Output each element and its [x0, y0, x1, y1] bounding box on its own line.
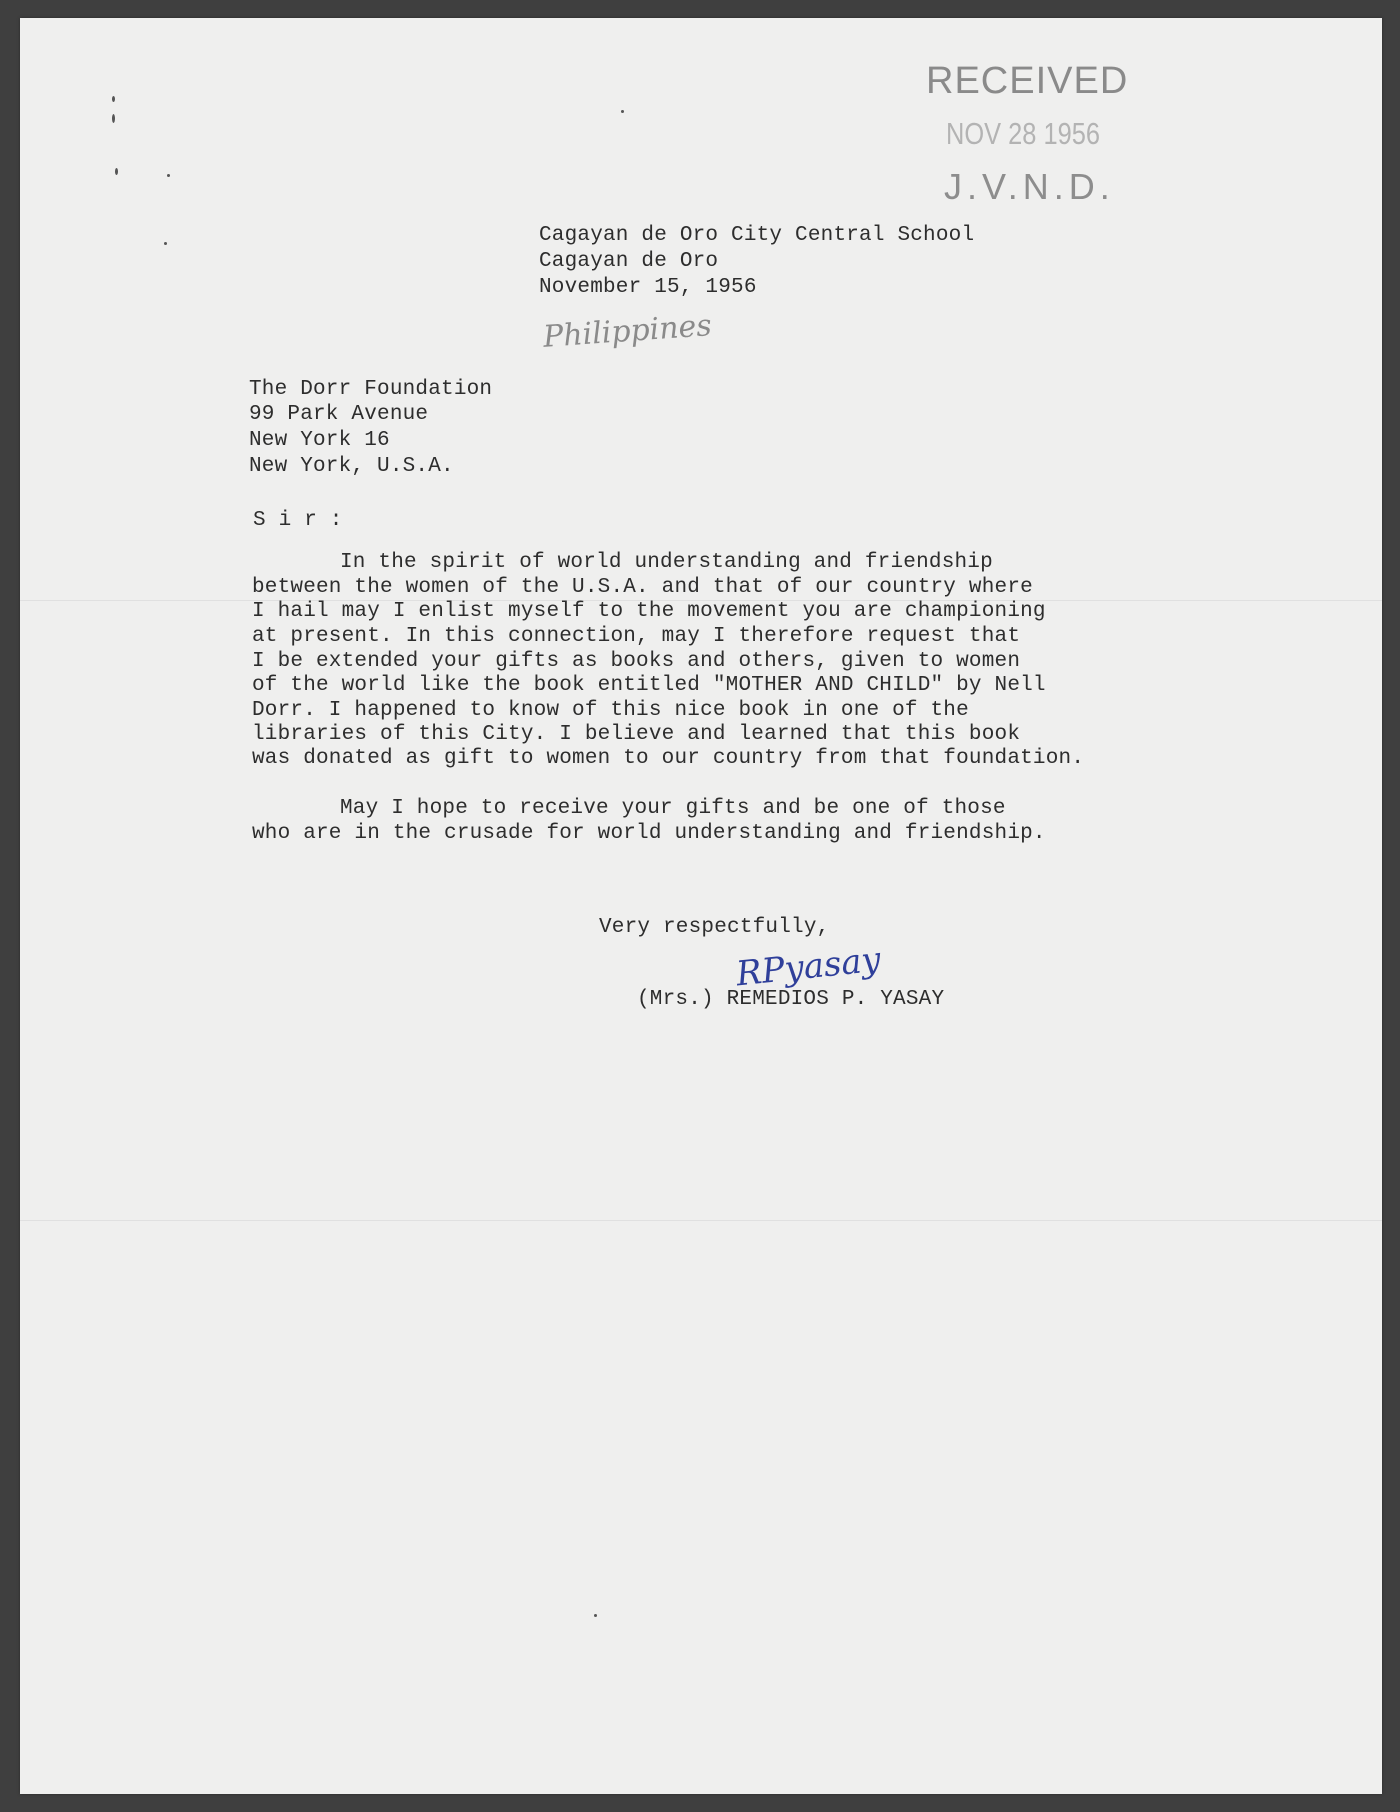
body-line: of the world like the book entitled "MOTHER AND CHILD" by Nell — [252, 674, 1046, 697]
body-line: I hail may I enlist myself to the movement you are championing — [252, 600, 1046, 623]
sender-address-line-2: Cagayan de Oro — [539, 250, 719, 273]
punch-mark — [112, 96, 115, 102]
letter-date: November 15, 1956 — [539, 276, 757, 299]
recipient-line-3: New York 16 — [249, 429, 390, 452]
body-line: May I hope to receive your gifts and be one of those — [340, 797, 1006, 820]
closing: Very respectfully, — [599, 916, 830, 939]
recipient-line-2: 99 Park Avenue — [249, 403, 429, 426]
body-line: between the women of the U.S.A. and that of our country where — [252, 576, 1033, 599]
punch-mark — [112, 114, 115, 123]
pencil-note: Philippines — [541, 308, 713, 355]
signature: RPyasay — [734, 939, 883, 995]
body-line: who are in the crusade for world understanding and friendship. — [252, 822, 1046, 845]
received-stamp: RECEIVED — [926, 60, 1129, 102]
fold-line — [20, 1220, 1382, 1221]
received-stamp-date: NOV 28 1956 — [946, 116, 1101, 151]
body-line: was donated as gift to women to our country from that foundation. — [252, 747, 1085, 770]
speck — [594, 1614, 597, 1617]
signer-name: (Mrs.) REMEDIOS P. YASAY — [637, 988, 945, 1011]
body-line: Dorr. I happened to know of this nice book in one of the — [252, 699, 969, 722]
recipient-line-1: The Dorr Foundation — [249, 378, 493, 401]
recipient-line-4: New York, U.S.A. — [249, 455, 454, 478]
letter-page — [20, 18, 1382, 1794]
received-stamp-initials: J.V.N.D. — [944, 166, 1115, 207]
salutation: S i r : — [253, 509, 343, 532]
punch-mark — [115, 168, 118, 175]
speck — [167, 174, 170, 177]
body-line: libraries of this City. I believe and learned that this book — [252, 723, 1021, 746]
body-line: at present. In this connection, may I therefore request that — [252, 625, 1021, 648]
body-line: In the spirit of world understanding and friendship — [340, 551, 993, 574]
body-line: I be extended your gifts as books and others, given to women — [252, 650, 1021, 673]
sender-address-line-1: Cagayan de Oro City Central School — [539, 224, 975, 247]
speck — [621, 110, 624, 113]
speck — [164, 242, 167, 245]
